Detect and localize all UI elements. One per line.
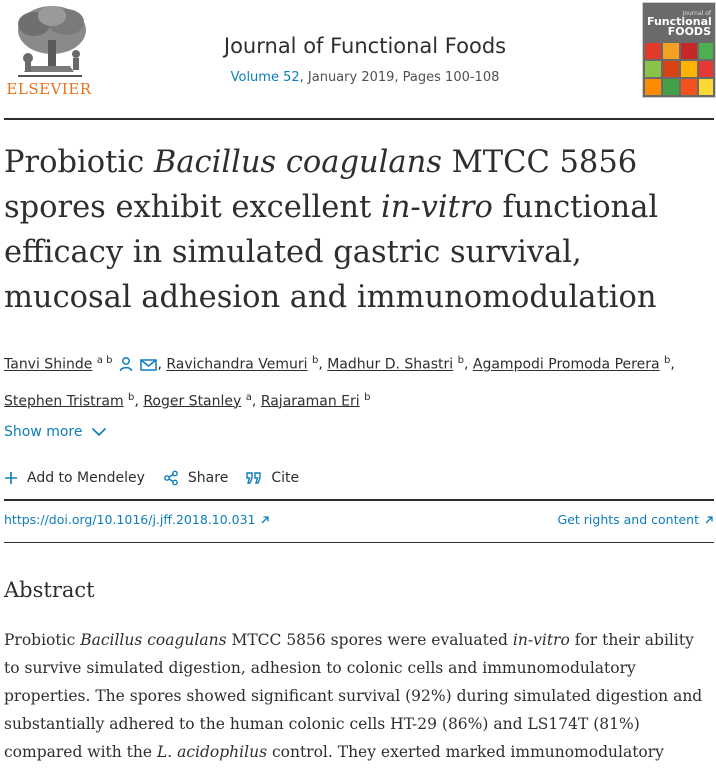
doi-row xyxy=(4,512,714,532)
author-link[interactable]: Ravichandra Vemuri xyxy=(166,356,308,373)
person-icon[interactable] xyxy=(118,354,134,383)
chevron-down-icon xyxy=(91,427,107,437)
affiliation-sup[interactable]: a b xyxy=(96,355,113,366)
affiliation-sup[interactable]: b xyxy=(364,391,371,403)
affiliation-sup[interactable]: b xyxy=(311,355,319,366)
affiliation-sup[interactable]: b xyxy=(457,355,464,366)
abstract-heading: Abstract xyxy=(4,578,95,602)
cover-artwork xyxy=(643,41,715,97)
rights-link[interactable] xyxy=(558,512,714,527)
plus-icon xyxy=(4,471,18,485)
elsevier-tree-logo xyxy=(4,2,94,80)
author-link[interactable]: Tanvi Shinde xyxy=(4,356,93,373)
article-actions xyxy=(4,466,317,490)
quote-icon xyxy=(246,471,262,485)
author-link[interactable]: Stephen Tristram xyxy=(4,393,124,410)
show-more-button[interactable] xyxy=(4,424,107,440)
envelope-icon[interactable] xyxy=(140,354,157,383)
show-more-label: Show more xyxy=(4,424,83,440)
abstract-text: Probiotic Bacillus coagulans MTCC 5856 spores were evaluated in-vitro for their ability to survive simulated digestion, adhesion to colonic cells and immunomodulatory properties. The spores showed significant survival (92%) during simulated digestion and substantially adhered to the human colonic cells HT-29 (86%) and LS174T (81%) compared with the L. acidophilus control. They exerted marked immunomodulatory xyxy=(4,631,703,761)
mendeley-label: Add to Mendeley xyxy=(27,470,145,486)
external-arrow-icon xyxy=(704,515,714,525)
author-link[interactable]: Madhur D. Shastri xyxy=(327,356,454,373)
issue-date-pages: , January 2019, Pages 100-108 xyxy=(299,70,500,85)
author-link[interactable]: Agampodi Promoda Perera xyxy=(472,356,660,373)
add-to-mendeley-button[interactable] xyxy=(4,470,145,486)
affiliation-sup[interactable]: b xyxy=(128,391,135,403)
author-list: Tanvi Shinde $^{a b}$ , Ravichandra Vemuri $^b$, Madhur D. Shastri $^b$, Agampodi Promoda Perera $^b$, Stephen Tristram $^b$, Roger Stanley $^a$, Rajaraman Eri $^b$ xyxy=(4,355,675,410)
journal-header xyxy=(0,0,716,118)
author-link[interactable]: Roger Stanley xyxy=(143,393,242,410)
affiliation-sup[interactable]: a xyxy=(245,391,252,403)
cite-button[interactable] xyxy=(246,470,299,486)
share-label: Share xyxy=(187,470,229,486)
doi-link[interactable] xyxy=(4,512,270,527)
volume-link[interactable]: Volume 52 xyxy=(230,70,300,85)
doi-text: https://doi.org/10.1016/j.jff.2018.10.031 xyxy=(4,512,256,527)
journal-cover-image[interactable] xyxy=(642,2,716,98)
affiliation-sup[interactable]: b xyxy=(664,355,671,366)
external-arrow-icon xyxy=(260,515,270,525)
journal-title-link[interactable]: Journal of Functional Foods xyxy=(223,34,507,58)
article-title: Probiotic Bacillus coagulans MTCC 5856 spores exhibit excellent in-vitro functional efficacy in simulated gastric survival, mucosal adhesion and immunomodulation xyxy=(4,145,659,315)
header-divider xyxy=(4,118,714,120)
share-icon xyxy=(163,470,179,486)
cover-title: Functional FOODS xyxy=(647,15,712,38)
publisher-wordmark: ELSEVIER xyxy=(6,80,92,98)
actions-divider xyxy=(4,499,714,501)
cover-subtitle: Journal of xyxy=(682,10,711,17)
share-button[interactable] xyxy=(163,470,228,486)
cite-label: Cite xyxy=(271,470,300,486)
rights-text: Get rights and content xyxy=(557,512,699,527)
author-link[interactable]: Rajaraman Eri xyxy=(260,393,360,410)
issue-details xyxy=(180,70,550,85)
doi-divider xyxy=(4,542,714,543)
